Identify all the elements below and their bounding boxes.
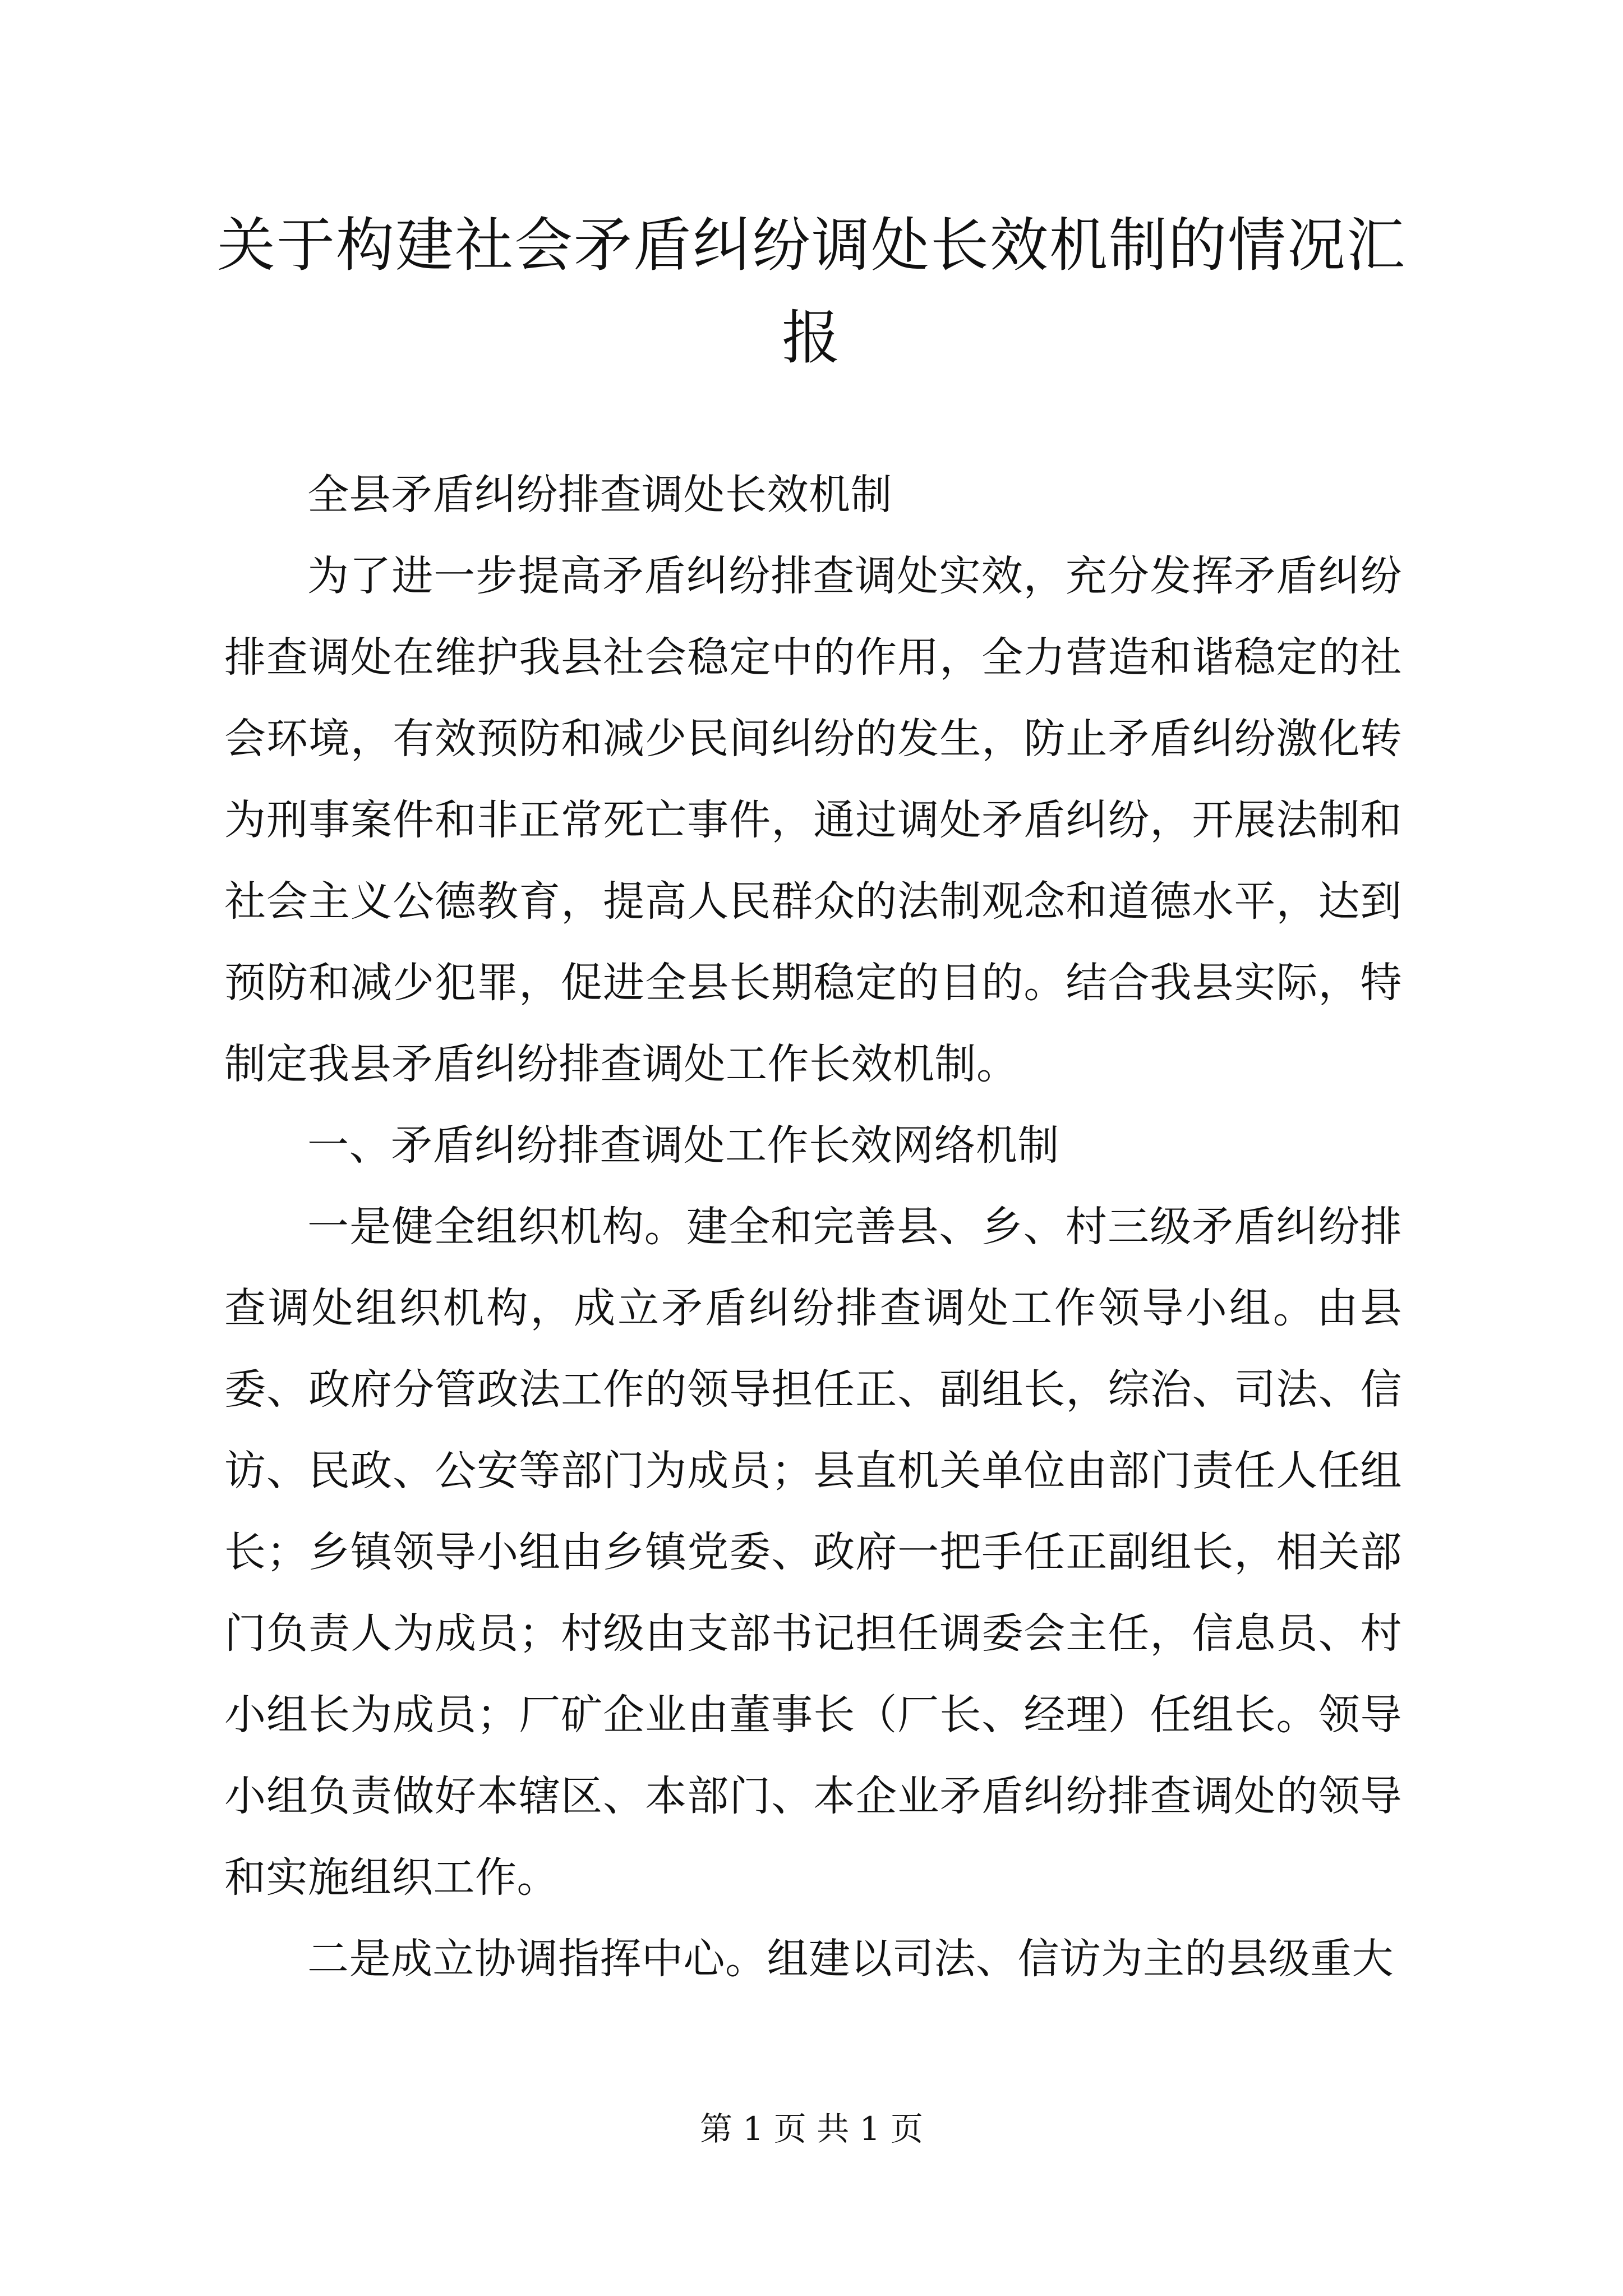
paragraph: 二是成立协调指挥中心。组建以司法、信访为主的县级重大 xyxy=(307,1935,1394,1983)
paragraph: 为了进一步提高矛盾纠纷排查调处实效，充分发挥矛盾纠纷排查调处在维护我县社会稳定中的作用，全力营造和谐稳定的社会环境，有效预防和减少民间纠纷的发生，防止矛盾纠纷激化转为刑事案件和非正常死亡事件，通过调处矛盾纠纷，开展法制和社会主义公德教育，提高人民群众的法制观念和道德水平，达到预防和减少犯罪，促进全县长期稳定的目的。结合我县实际，特制定我县矛盾纠纷排查调处工作长效机制。 xyxy=(224,552,1402,1088)
paragraph: 一是健全组织机构。建全和完善县、乡、村三级矛盾纠纷排查调处组织机构，成立矛盾纠纷排查调处工作领导小组。由县委、政府分管政法工作的领导担任正、副组长，综治、司法、信访、民政、公安等部门为成员；县直机关单位由部门责任人任组长；乡镇领导小组由乡镇党委、政府一把手任正副组长，相关部门负责人为成员；村级由支部书记担任调委会主任，信息员、村小组长为成员；厂矿企业由董事长（厂长、经理）任组长。领导小组负责做好本辖区、本部门、本企业矛盾纠纷排查调处的领导和实施组织工作。 xyxy=(224,1203,1402,1902)
page-footer: 第 1 页 共 1 页 xyxy=(700,2110,923,2148)
section-heading: 一、矛盾纠纷排查调处工作长效网络机制 xyxy=(307,1121,1059,1170)
section-heading: 全县矛盾纠纷排查调处长效机制 xyxy=(307,471,892,519)
document-title: 关于构建社会矛盾纠纷调处长效机制的情况汇报 xyxy=(216,211,1406,372)
document-body xyxy=(224,454,1402,2000)
